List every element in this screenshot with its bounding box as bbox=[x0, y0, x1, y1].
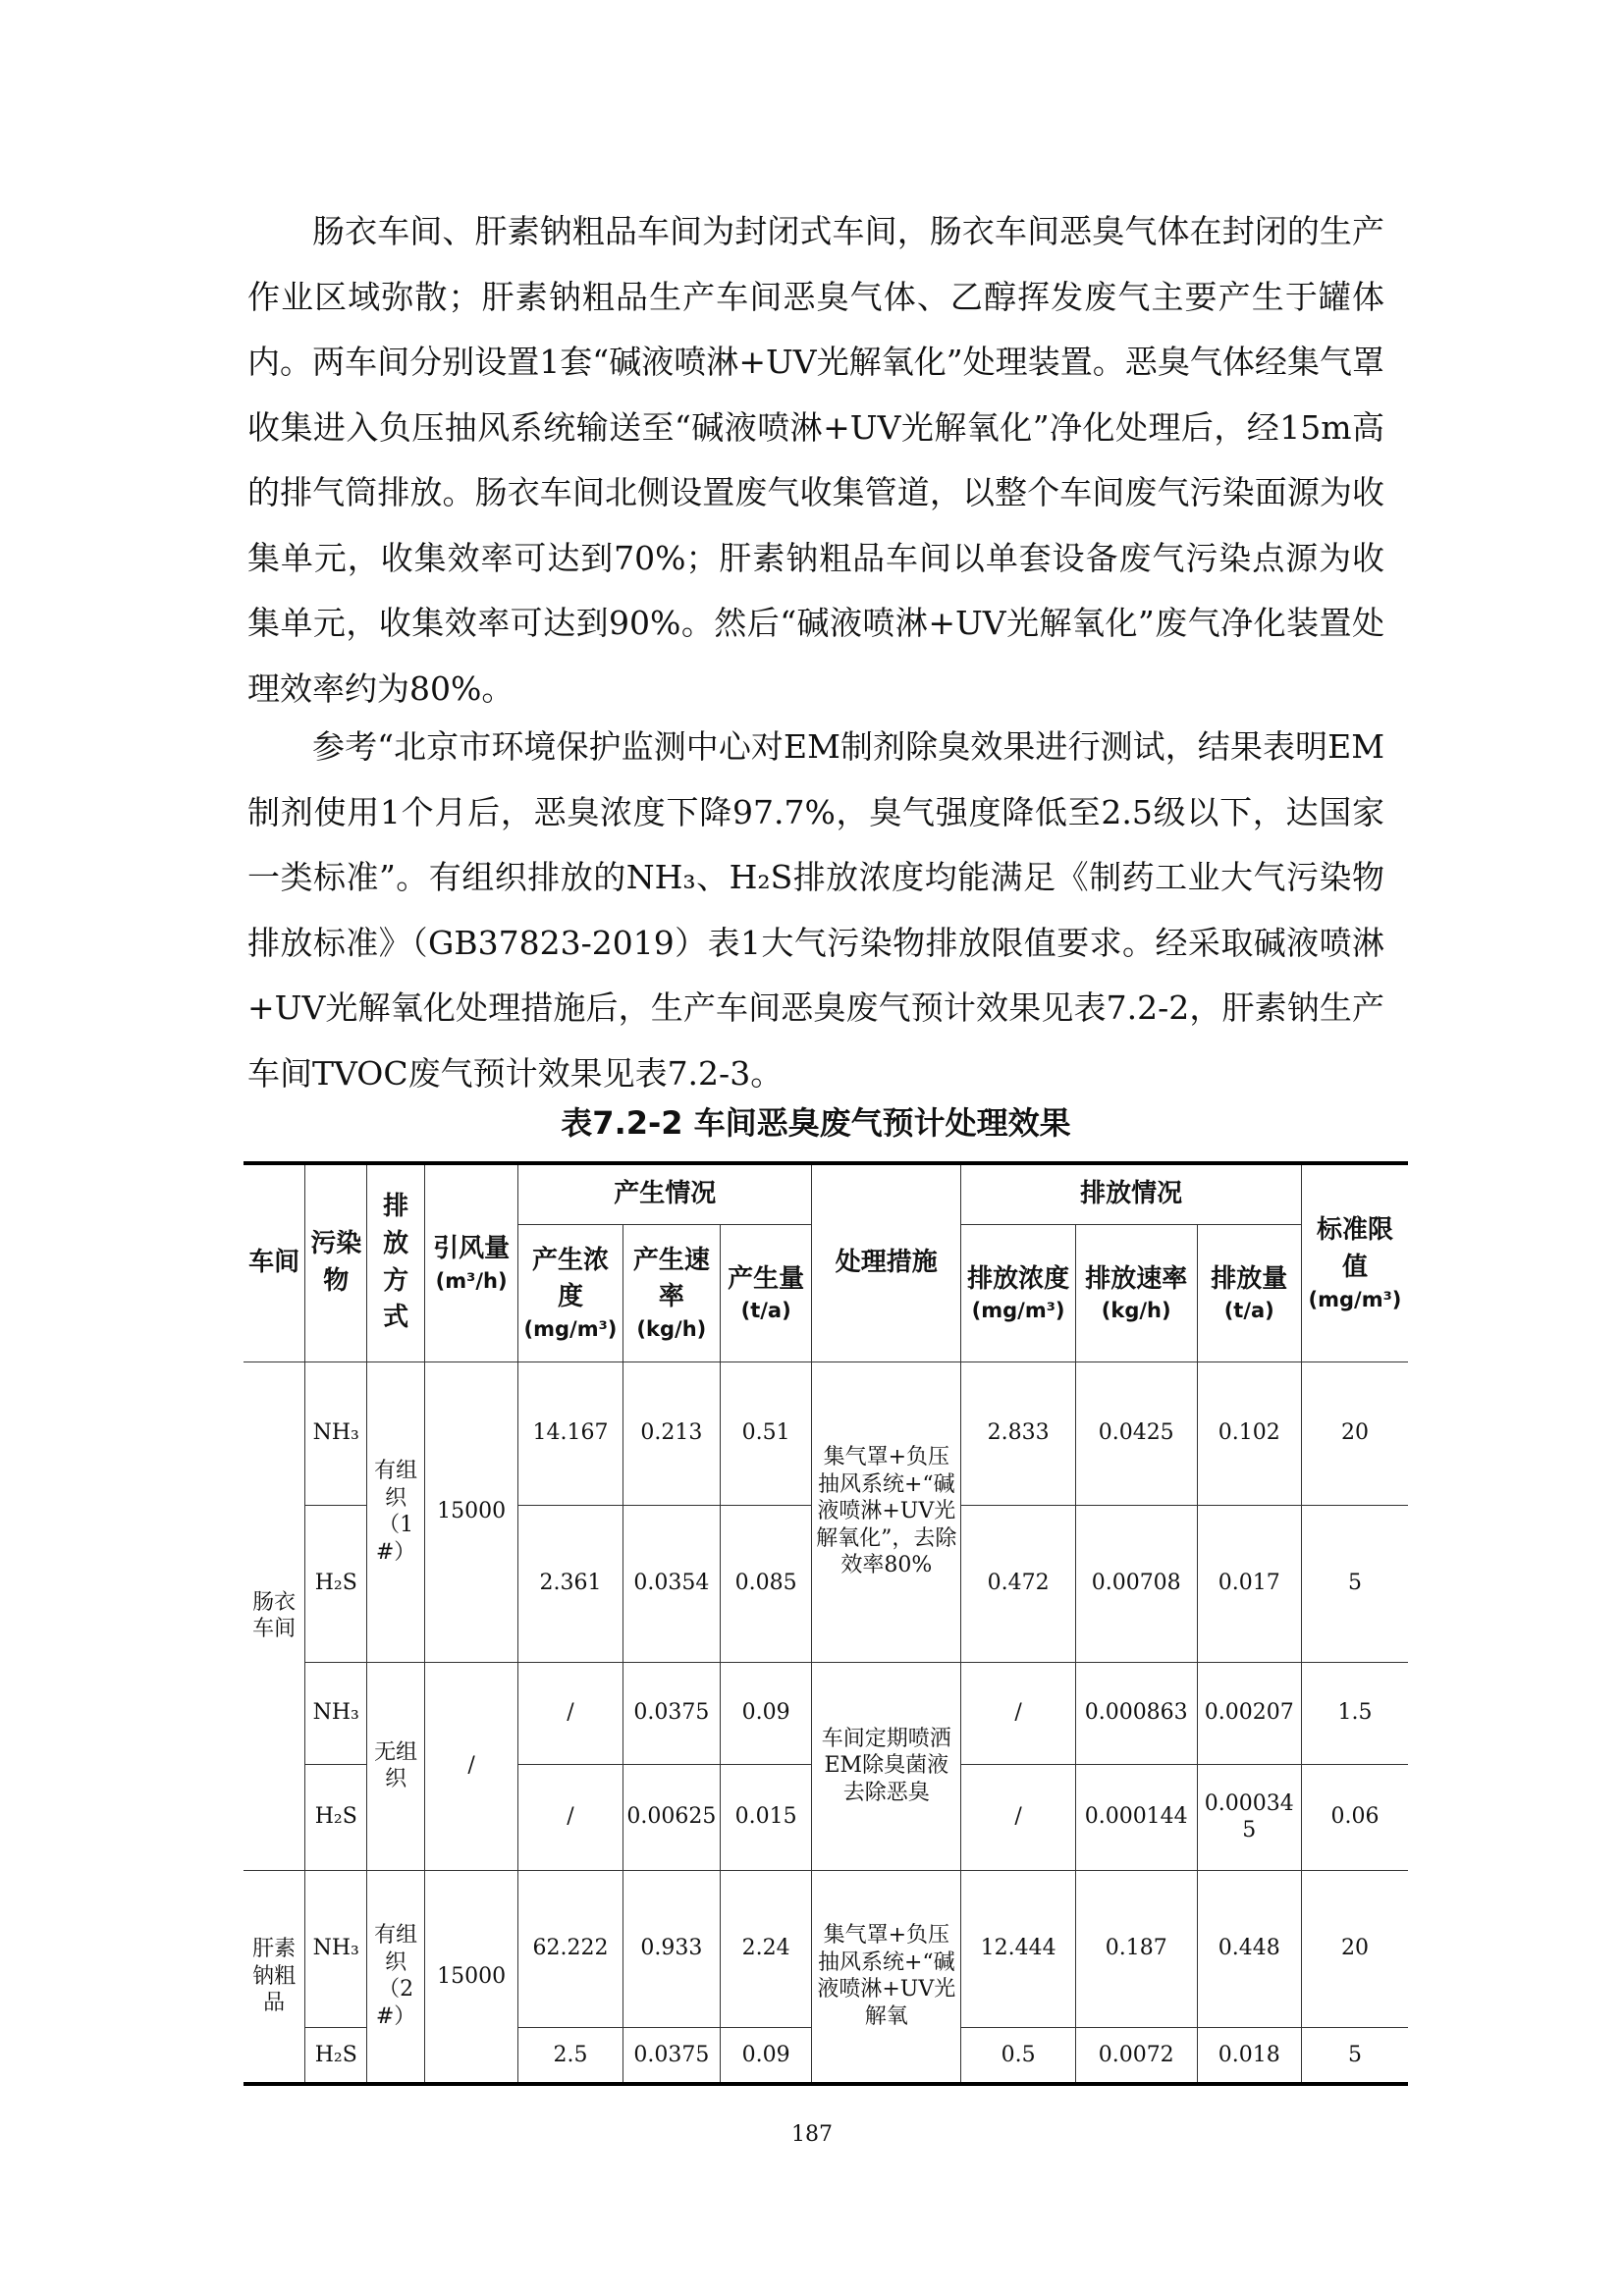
header-generation-group: 产生情况 bbox=[518, 1163, 812, 1224]
header-em-rate-unit: (kg/h) bbox=[1101, 1299, 1171, 1323]
cell-em-amount: 0.000345 bbox=[1197, 1764, 1301, 1870]
cell-gen-rate: 0.933 bbox=[623, 1870, 720, 2027]
table-row bbox=[244, 1662, 1408, 1764]
cell-em-amount: 0.018 bbox=[1197, 2027, 1301, 2084]
cell-measures: 车间定期喷洒EM除臭菌液去除恶臭 bbox=[812, 1662, 961, 1870]
header-em-amount-label: 排放量 bbox=[1211, 1263, 1288, 1294]
cell-gen-conc: 62.222 bbox=[518, 1870, 623, 2027]
cell-gen-amount: 2.24 bbox=[721, 1870, 812, 2027]
cell-gen-rate: 0.0354 bbox=[623, 1505, 720, 1662]
header-workshop: 车间 bbox=[244, 1163, 305, 1362]
cell-gen-amount: 0.09 bbox=[721, 2027, 812, 2084]
cell-em-rate: 0.0425 bbox=[1075, 1362, 1197, 1505]
header-gen-amount-label: 产生量 bbox=[728, 1263, 805, 1294]
cell-limit: 5 bbox=[1301, 1505, 1408, 1662]
header-gen-conc bbox=[518, 1224, 623, 1362]
paragraph-workshop-enclosure: 肠衣车间、肝素钠粗品车间为封闭式车间，肠衣车间恶臭气体在封闭的生产作业区域弥散；肝素钠粗品生产车间恶臭气体、乙醇挥发废气主要产生于罐体内。两车间分别设置1套“碱液喷淋+UV光解氧化”处理装置。恶臭气体经集气罩收集进入负压抽风系统输送至“碱液喷淋+UV光解氧化”净化处理后，经15m高的排气筒排放。肠衣车间北侧设置废气收集管道，以整个车间废气污染面源为收集单元，收集效率可达到70%；肝素钠粗品车间以单套设备废气污染点源为收集单元，收集效率可达到90%。然后“碱液喷淋+UV光解氧化”废气净化装置处理效率约为80%。 bbox=[247, 212, 1384, 708]
table-caption: 表7.2-2 车间恶臭废气预计处理效果 bbox=[561, 1104, 1071, 1142]
cell-limit: 5 bbox=[1301, 2027, 1408, 2084]
page-number: 187 bbox=[791, 2122, 833, 2147]
header-em-conc-label: 排放浓度 bbox=[967, 1263, 1070, 1294]
cell-gen-amount: 0.51 bbox=[721, 1362, 812, 1505]
cell-gen-conc: / bbox=[518, 1764, 623, 1870]
cell-pollutant: NH₃ bbox=[305, 1662, 367, 1764]
cell-emission-mode: 有组织（1#） bbox=[367, 1362, 425, 1662]
cell-em-conc: / bbox=[961, 1662, 1076, 1764]
cell-em-amount: 0.00207 bbox=[1197, 1662, 1301, 1764]
header-gen-rate-unit: (kg/h) bbox=[636, 1317, 707, 1342]
cell-em-conc: 0.5 bbox=[961, 2027, 1076, 2084]
cell-em-amount: 0.102 bbox=[1197, 1362, 1301, 1505]
cell-emission-mode: 无组织 bbox=[367, 1662, 425, 1870]
cell-em-conc: 0.472 bbox=[961, 1505, 1076, 1662]
cell-gen-amount: 0.09 bbox=[721, 1662, 812, 1764]
cell-gen-conc: / bbox=[518, 1662, 623, 1764]
cell-gen-amount: 0.015 bbox=[721, 1764, 812, 1870]
paragraph-em-reference: 参考“北京市环境保护监测中心对EM制剂除臭效果进行测试，结果表明EM制剂使用1个月后，恶臭浓度下降97.7%，臭气强度降低至2.5级以下，达国家一类标准”。有组织排放的NH₃、H₂S排放浓度均能满足《制药工业大气污染物排放标准》（GB37823-2019）表1大气污染物排放限值要求。经采取碱液喷淋+UV光解氧化处理措施后，生产车间恶臭废气预计效果见表7.2-2，肝素钠生产车间TVOC废气预计效果见表7.2-3。 bbox=[247, 727, 1384, 1093]
cell-airflow: 15000 bbox=[424, 1362, 517, 1662]
header-gen-rate-label: 产生速率 bbox=[632, 1245, 710, 1312]
header-emission-group: 排放情况 bbox=[961, 1163, 1302, 1224]
cell-pollutant: NH₃ bbox=[305, 1870, 367, 2027]
cell-gen-rate: 0.00625 bbox=[623, 1764, 720, 1870]
cell-em-conc: 2.833 bbox=[961, 1362, 1076, 1505]
cell-gen-rate: 0.0375 bbox=[623, 1662, 720, 1764]
table-row bbox=[244, 1870, 1408, 2027]
header-measures: 处理措施 bbox=[812, 1163, 961, 1362]
cell-limit: 1.5 bbox=[1301, 1662, 1408, 1764]
cell-em-rate: 0.000863 bbox=[1075, 1662, 1197, 1764]
header-em-amount bbox=[1197, 1224, 1301, 1362]
header-gen-conc-unit: (mg/m³) bbox=[523, 1317, 618, 1342]
cell-airflow: 15000 bbox=[424, 1870, 517, 2084]
cell-pollutant: NH₃ bbox=[305, 1362, 367, 1505]
header-gen-amount-unit: (t/a) bbox=[740, 1299, 791, 1323]
header-limit-unit: (mg/m³) bbox=[1308, 1287, 1402, 1311]
header-em-conc-unit: (mg/m³) bbox=[971, 1299, 1065, 1323]
cell-measures: 集气罩+负压抽风系统+“碱液喷淋+UV光解氧化”，去除效率80% bbox=[812, 1362, 961, 1662]
header-airflow-label: 引风量 bbox=[433, 1234, 511, 1264]
header-em-conc bbox=[961, 1224, 1076, 1362]
header-limit bbox=[1301, 1163, 1408, 1362]
cell-gen-amount: 0.085 bbox=[721, 1505, 812, 1662]
table-header-row-1 bbox=[244, 1163, 1408, 1224]
header-em-rate bbox=[1075, 1224, 1197, 1362]
cell-pollutant: H₂S bbox=[305, 1505, 367, 1662]
cell-gen-rate: 0.213 bbox=[623, 1362, 720, 1505]
cell-pollutant: H₂S bbox=[305, 1764, 367, 1870]
header-gen-amount bbox=[721, 1224, 812, 1362]
header-em-rate-label: 排放速率 bbox=[1085, 1263, 1188, 1294]
header-em-amount-unit: (t/a) bbox=[1223, 1299, 1274, 1323]
cell-gen-conc: 2.5 bbox=[518, 2027, 623, 2084]
header-emission-mode: 排放方式 bbox=[367, 1163, 425, 1362]
header-gen-rate bbox=[623, 1224, 720, 1362]
cell-em-rate: 0.187 bbox=[1075, 1870, 1197, 2027]
cell-limit: 0.06 bbox=[1301, 1764, 1408, 1870]
cell-gen-rate: 0.0375 bbox=[623, 2027, 720, 2084]
header-gen-conc-label: 产生浓度 bbox=[531, 1245, 609, 1312]
cell-em-rate: 0.0072 bbox=[1075, 2027, 1197, 2084]
cell-limit: 20 bbox=[1301, 1870, 1408, 2027]
cell-emission-mode: 有组织（2#） bbox=[367, 1870, 425, 2084]
cell-airflow: / bbox=[424, 1662, 517, 1870]
header-limit-label: 标准限值 bbox=[1316, 1215, 1393, 1283]
cell-gen-conc: 14.167 bbox=[518, 1362, 623, 1505]
cell-em-conc: 12.444 bbox=[961, 1870, 1076, 2027]
cell-pollutant: H₂S bbox=[305, 2027, 367, 2084]
table-row bbox=[244, 1362, 1408, 1505]
workshop-casing: 肠衣车间 bbox=[244, 1362, 305, 1870]
header-airflow-unit: (m³/h) bbox=[435, 1268, 508, 1293]
cell-em-rate: 0.000144 bbox=[1075, 1764, 1197, 1870]
header-airflow bbox=[424, 1163, 517, 1362]
cell-em-conc: / bbox=[961, 1764, 1076, 1870]
cell-em-amount: 0.017 bbox=[1197, 1505, 1301, 1662]
odor-treatment-table bbox=[244, 1161, 1408, 2086]
cell-em-amount: 0.448 bbox=[1197, 1870, 1301, 2027]
header-pollutant: 污染物 bbox=[305, 1163, 367, 1362]
cell-limit: 20 bbox=[1301, 1362, 1408, 1505]
cell-gen-conc: 2.361 bbox=[518, 1505, 623, 1662]
cell-measures: 集气罩+负压抽风系统+“碱液喷淋+UV光解氧 bbox=[812, 1870, 961, 2084]
cell-em-rate: 0.00708 bbox=[1075, 1505, 1197, 1662]
workshop-heparin: 肝素钠粗品 bbox=[244, 1870, 305, 2084]
